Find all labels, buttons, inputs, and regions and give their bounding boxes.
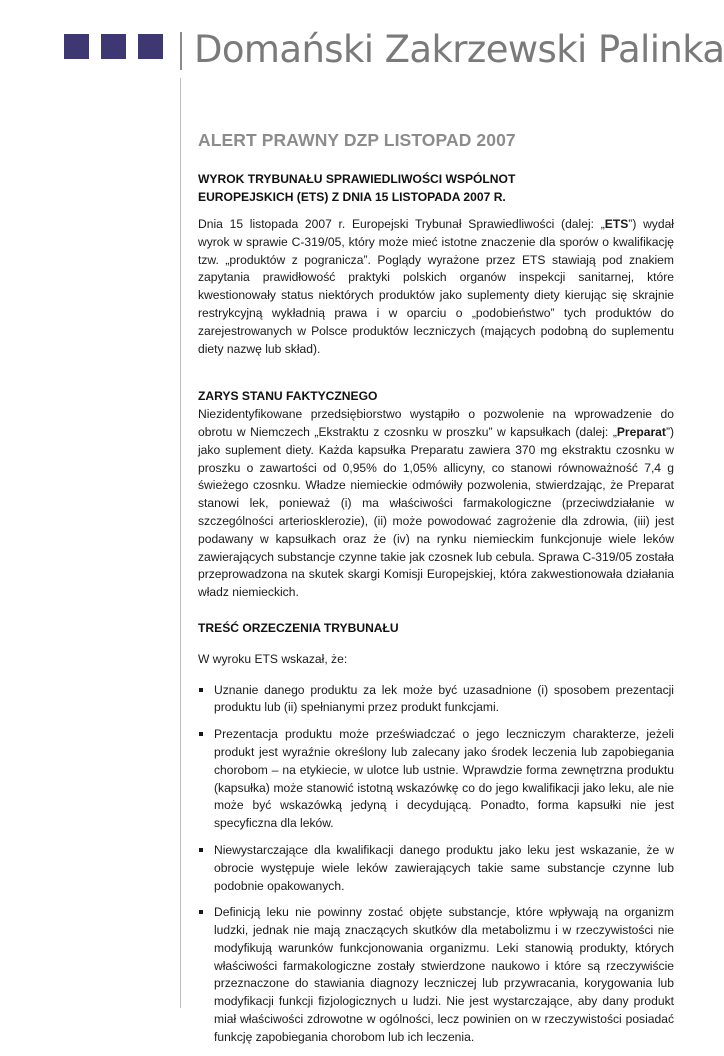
bullet-square-icon — [199, 732, 203, 736]
facts-text-rest: ”) jako suplement diety. Każda kapsułka Preparatu zawiera 370 mg ekstraktu czosnku w proszku o zawartości od 0,95% do 1,05% allicyny, co stanowi równoważność 7,4 g świeżego czosnku. Władze niemieckie odmówiły pozwolenia, stwierdzając, że Preparat stanowi lek, ponieważ (i) ma właściwości farmakologiczne (przeciwdziałanie w szczególności arteriosklerozie), (ii) może powodować zagrożenie dla zdrowia, (iii) jest podawany w kapsułkach oraz że (iv) na rynku niemieckim funkcjonuje wiele leków zawierających substancje czynne takie jak czosnek lub cebula. Sprawa C-319/05 została przeprowadzona na skutek skargi Komisji Europejskiej, która zakwestionowała działania władz niemieckich. — [198, 424, 674, 600]
intro-paragraph — [198, 216, 674, 358]
bullet-square-icon — [199, 688, 203, 692]
judgment-title-line1: WYROK TRYBUNAŁU SPRAWIEDLIWOŚCI WSPÓLNOT — [198, 172, 516, 186]
ruling-lead: W wyroku ETS wskazał, że: — [198, 651, 348, 666]
logo-square — [101, 34, 126, 59]
intro-text-start: Dnia 15 listopada 2007 r. Europejski Trybunał Sprawiedliwości (dalej: „ — [198, 217, 605, 231]
logo-square — [138, 34, 163, 59]
ruling-point-text: Prezentacja produktu może przeświadczać o jego leczniczym charakterze, jeżeli produkt jest wyraźnie określony lub zalecany jako środek leczenia lub zapobiegania chorobom – na etykiecie, w ulotce lub ustnie. Wprawdzie forma zewnętrzna produktu (kapsułka) może stanowić istotną wskazówkę co do jego kwalifikacji jako leku, ale nie może być wskazówką jedyną i decydującą. Ponadto, forma kapsułki nie jest specyficzna dla leków. — [214, 727, 674, 831]
bullet-square-icon — [199, 910, 203, 914]
document-body — [198, 130, 674, 1056]
ruling-point-text: Uznanie danego produktu za lek może być uzasadnione (i) sposobem prezentacji produktu lub (ii) spełnianymi przez produkt funkcjami. — [214, 682, 674, 715]
ruling-point-text: Definicją leku nie powinny zostać objęte substancje, które wpływają na organizm ludzki, jednak nie mają znaczących skutków dla metabolizmu i w rzeczywistości nie modyfikują warunków funkcjonowania organizmu. Leki stanowią produkty, których właściwości farmakologiczne zostały stwierdzone naukowo i które są rzeczywiście przeznaczone do stawiania diagnozy leczniczej lub przywracania, korygowania lub modyfikacji funkcji fizjologicznych u ludzi. Nie jest wystarczające, aby dany produkt miał właściwości zdrowotne w ogólności, lecz powinien on w rzeczywistości posiadać funkcję zapobiegania chorobom lub ich leczenia. — [214, 905, 674, 1044]
alert-title: ALERT PRAWNY DZP LISTOPAD 2007 — [198, 130, 516, 150]
logo-squares — [64, 34, 163, 60]
ruling-point — [198, 904, 674, 1046]
bullet-square-icon — [199, 848, 203, 852]
facts-text-start: Niezidentyfikowane przedsiębiorstwo wystąpiło o pozwolenie na wprowadzenie do obrotu w Niemczech „Ekstraktu z czosnku w proszku” w kapsułkach (dalej: „ — [198, 407, 674, 439]
ruling-point — [198, 726, 674, 833]
ruling-points-list — [198, 682, 674, 1047]
logo-separator — [180, 32, 182, 70]
ruling-heading: TREŚĆ ORZECZENIA TRYBUNAŁU — [198, 620, 399, 635]
ruling-point — [198, 842, 674, 895]
ruling-point-text: Niewystarczające dla kwalifikacji danego produktu jako leku jest wskazanie, że w obrocie występuje wiele leków zawierających takie same substancje czynne lub podobnie opakowanych. — [214, 842, 674, 893]
judgment-title-line2: EUROPEJSKICH (ETS) Z DNIA 15 LISTOPADA 2007 R. — [198, 190, 506, 204]
facts-paragraph — [198, 406, 674, 602]
margin-rule — [180, 78, 181, 1008]
logo-square — [64, 34, 89, 59]
judgment-title — [198, 170, 674, 206]
facts-bold-term: Preparat — [616, 424, 666, 439]
facts-heading: ZARYS STANU FAKTYCZNEGO — [198, 389, 378, 404]
firm-name: Domański Zakrzewski Palinka — [194, 28, 724, 71]
intro-text-rest: ”) wydał wyrok w sprawie C-319/05, który może mieć istotne znaczenie dla sporów o kwalifikację tzw. „produktów z pogranicza”. Poglądy wyrażone przez ETS stawiają pod znakiem zapytania prawidłowość praktyki polskich organów inspekcji sanitarnej, które kwestionowały status niektórych produktów jako suplementy diety kierując się skrajnie restrykcyjną wykładnią prawa i w oparciu o „podobieństwo” tych produktów do zarejestrowanych w Polsce produktów leczniczych (mających podobną do suplementu diety nazwę lub skład). — [198, 217, 674, 356]
intro-bold-term: ETS — [604, 217, 629, 231]
ruling-point — [198, 682, 674, 718]
